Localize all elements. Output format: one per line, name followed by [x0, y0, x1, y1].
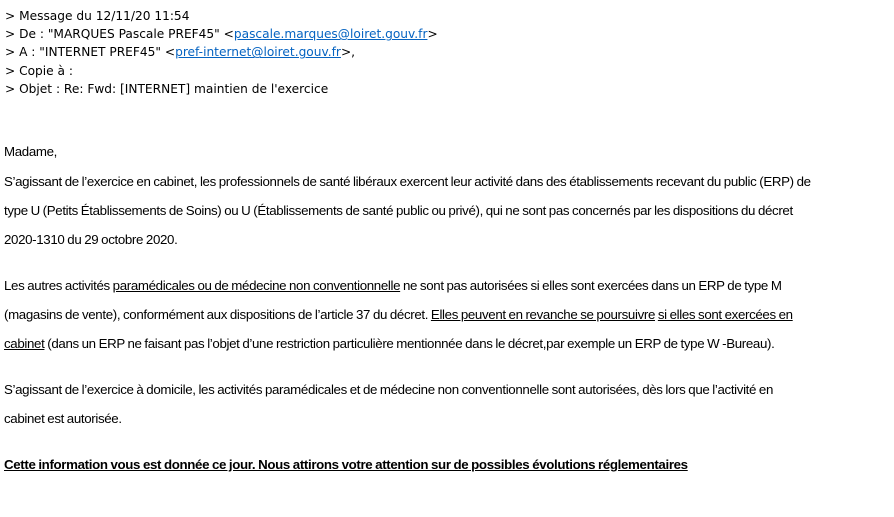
underlined-text: si elles sont exercées en: [657, 307, 793, 322]
to-line: [5, 43, 438, 61]
paragraph-line: cabinet est autorisée.: [4, 411, 122, 426]
to-prefix: > A : "INTERNET PREF45" <: [5, 45, 176, 60]
text-segment: Les autres activités: [4, 278, 113, 293]
email-header: [5, 7, 438, 98]
message-date-line: > Message du 12/11/20 11:54: [5, 9, 190, 23]
text-segment: (dans un ERP ne faisant pas l’objet d’une restriction particulière mentionnée dans le décret,par exemple un ERP de type W -Bureau).: [44, 336, 775, 351]
underlined-text: Elles peuvent en revanche se poursuivre: [430, 307, 655, 322]
final-note: Cette information vous est donnée ce jour. Nous attirons votre attention sur de possibles évolutions réglementaires: [4, 457, 688, 472]
underlined-text: paramédicales ou de médecine non conventionnelle: [112, 278, 401, 293]
to-email-link[interactable]: pref-internet@loiret.gouv.fr: [175, 45, 341, 60]
text-segment: ne sont pas autorisées si elles sont exercées dans un ERP de type M: [400, 278, 782, 293]
from-suffix: >: [427, 27, 438, 42]
subject-line: > Objet : Re: Fwd: [INTERNET] maintien de l'exercice: [5, 81, 329, 96]
paragraph-line: S’agissant de l’exercice à domicile, les activités paramédicales et de médecine non conventionnelle sont autorisées, dès lors que l’activité en: [4, 382, 774, 397]
greeting: Madame,: [4, 144, 57, 159]
underlined-text: cabinet: [4, 336, 45, 351]
from-line: [5, 25, 438, 43]
from-email-link[interactable]: pascale.marques@loiret.gouv.fr: [233, 27, 428, 42]
paragraph-line: S’agissant de l’exercice en cabinet, les professionnels de santé libéraux exercent leur activité dans des établissements recevant du public (ERP) de: [4, 174, 811, 189]
from-prefix: > De : "MARQUES Pascale PREF45" <: [5, 27, 234, 42]
email-body: [4, 137, 884, 479]
paragraph-cabinet: [4, 167, 884, 254]
cc-line: > Copie à :: [5, 63, 73, 78]
paragraph-home-practice: [4, 375, 884, 433]
paragraph-line: type U (Petits Établissements de Soins) ou U (Établissements de santé public ou privé), qui ne sont pas concernés par les dispositions du décret: [4, 203, 793, 218]
to-suffix: >,: [340, 45, 356, 60]
paragraph-line: 2020-1310 du 29 octobre 2020.: [4, 232, 178, 247]
text-segment: (magasins de vente), conformément aux dispositions de l’article 37 du décret.: [4, 307, 431, 322]
paragraph-other-activities: [4, 271, 884, 358]
